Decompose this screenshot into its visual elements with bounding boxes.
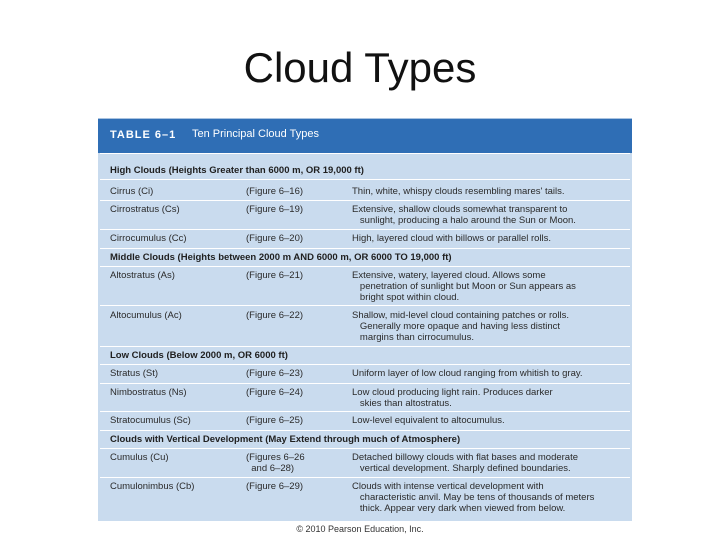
table-row (98, 449, 632, 477)
cloud-name: Altostratus (As) (110, 270, 175, 281)
section-low-clouds (98, 347, 632, 363)
table-number: TABLE 6–1 (110, 129, 177, 141)
cloud-name: Stratus (St) (110, 368, 159, 379)
cloud-description: High, layered cloud with billows or parallel rolls. (352, 233, 552, 244)
cloud-description: Low-level equivalent to altocumulus. (352, 415, 505, 426)
section-middle-clouds (98, 249, 632, 265)
figure-ref: (Figures 6–26 and 6–28) (246, 452, 305, 474)
slide-title: Cloud Types (243, 44, 477, 91)
section-label: Clouds with Vertical Development (May Extend through much of Atmosphere) (110, 434, 461, 445)
cloud-description: Thin, white, whispy clouds resembling mares' tails. (352, 186, 565, 197)
figure-ref: (Figure 6–25) (246, 415, 304, 426)
cloud-name: Cirrus (Ci) (110, 186, 154, 197)
cloud-name: Cirrostratus (Cs) (110, 204, 180, 215)
table-row (98, 183, 632, 199)
cloud-description: Detached billowy clouds with flat bases and moderate vertical development. Sharply defined boundaries. (352, 452, 579, 474)
section-label: Middle Clouds (Heights between 2000 m AND 6000 m, OR 6000 TO 19,000 ft) (110, 252, 452, 263)
cloud-description: Low cloud producing light rain. Produces darker skies than altostratus. (352, 387, 553, 409)
section-high-clouds (98, 162, 632, 178)
cloud-types-table (98, 118, 632, 521)
table-row (98, 478, 632, 518)
section-vertical-development (98, 431, 632, 447)
cloud-name: Cirrocumulus (Cc) (110, 233, 187, 244)
cloud-name: Stratocumulus (Sc) (110, 415, 191, 426)
row-divider (100, 153, 630, 154)
figure-ref: (Figure 6–24) (246, 387, 304, 398)
figure-ref: (Figure 6–16) (246, 186, 304, 197)
table-row (98, 267, 632, 307)
table-row (98, 307, 632, 347)
table-row (98, 384, 632, 412)
row-divider (100, 179, 630, 180)
row-divider (100, 305, 630, 306)
figure-ref: (Figure 6–19) (246, 204, 304, 215)
table-name: Ten Principal Cloud Types (192, 128, 319, 140)
section-label: Low Clouds (Below 2000 m, OR 6000 ft) (110, 350, 288, 361)
figure-ref: (Figure 6–20) (246, 233, 304, 244)
figure-ref: (Figure 6–29) (246, 481, 304, 492)
figure-ref: (Figure 6–22) (246, 310, 304, 321)
cloud-name: Cumulus (Cu) (110, 452, 169, 463)
table-row (98, 230, 632, 248)
figure-ref: (Figure 6–23) (246, 368, 304, 379)
cloud-description: Shallow, mid-level cloud containing patches or rolls. Generally more opaque and having less distinct margins than cirrocumulus. (352, 310, 570, 343)
copyright-caption: © 2010 Pearson Education, Inc. (296, 524, 424, 534)
cloud-description: Extensive, shallow clouds somewhat transparent to sunlight, producing a halo around the Sun or Moon. (352, 204, 576, 226)
cloud-name: Altocumulus (Ac) (110, 310, 182, 321)
table-row (98, 365, 632, 383)
cloud-name: Cumulonimbus (Cb) (110, 481, 195, 492)
section-label: High Clouds (Heights Greater than 6000 m, OR 19,000 ft) (110, 165, 364, 176)
figure-ref: (Figure 6–21) (246, 270, 304, 281)
table-row (98, 412, 632, 430)
table-row (98, 201, 632, 229)
cloud-description: Extensive, watery, layered cloud. Allows some penetration of sunlight but Moon or Sun appears as bright spot within cloud. (352, 270, 576, 303)
cloud-description: Uniform layer of low cloud ranging from whitish to gray. (352, 368, 583, 379)
cloud-description: Clouds with intense vertical development with characteristic anvil. May be tens of thousands of meters thick. Appear very dark when viewed from below. (352, 481, 595, 514)
cloud-name: Nimbostratus (Ns) (110, 387, 187, 398)
table-header (98, 119, 632, 153)
